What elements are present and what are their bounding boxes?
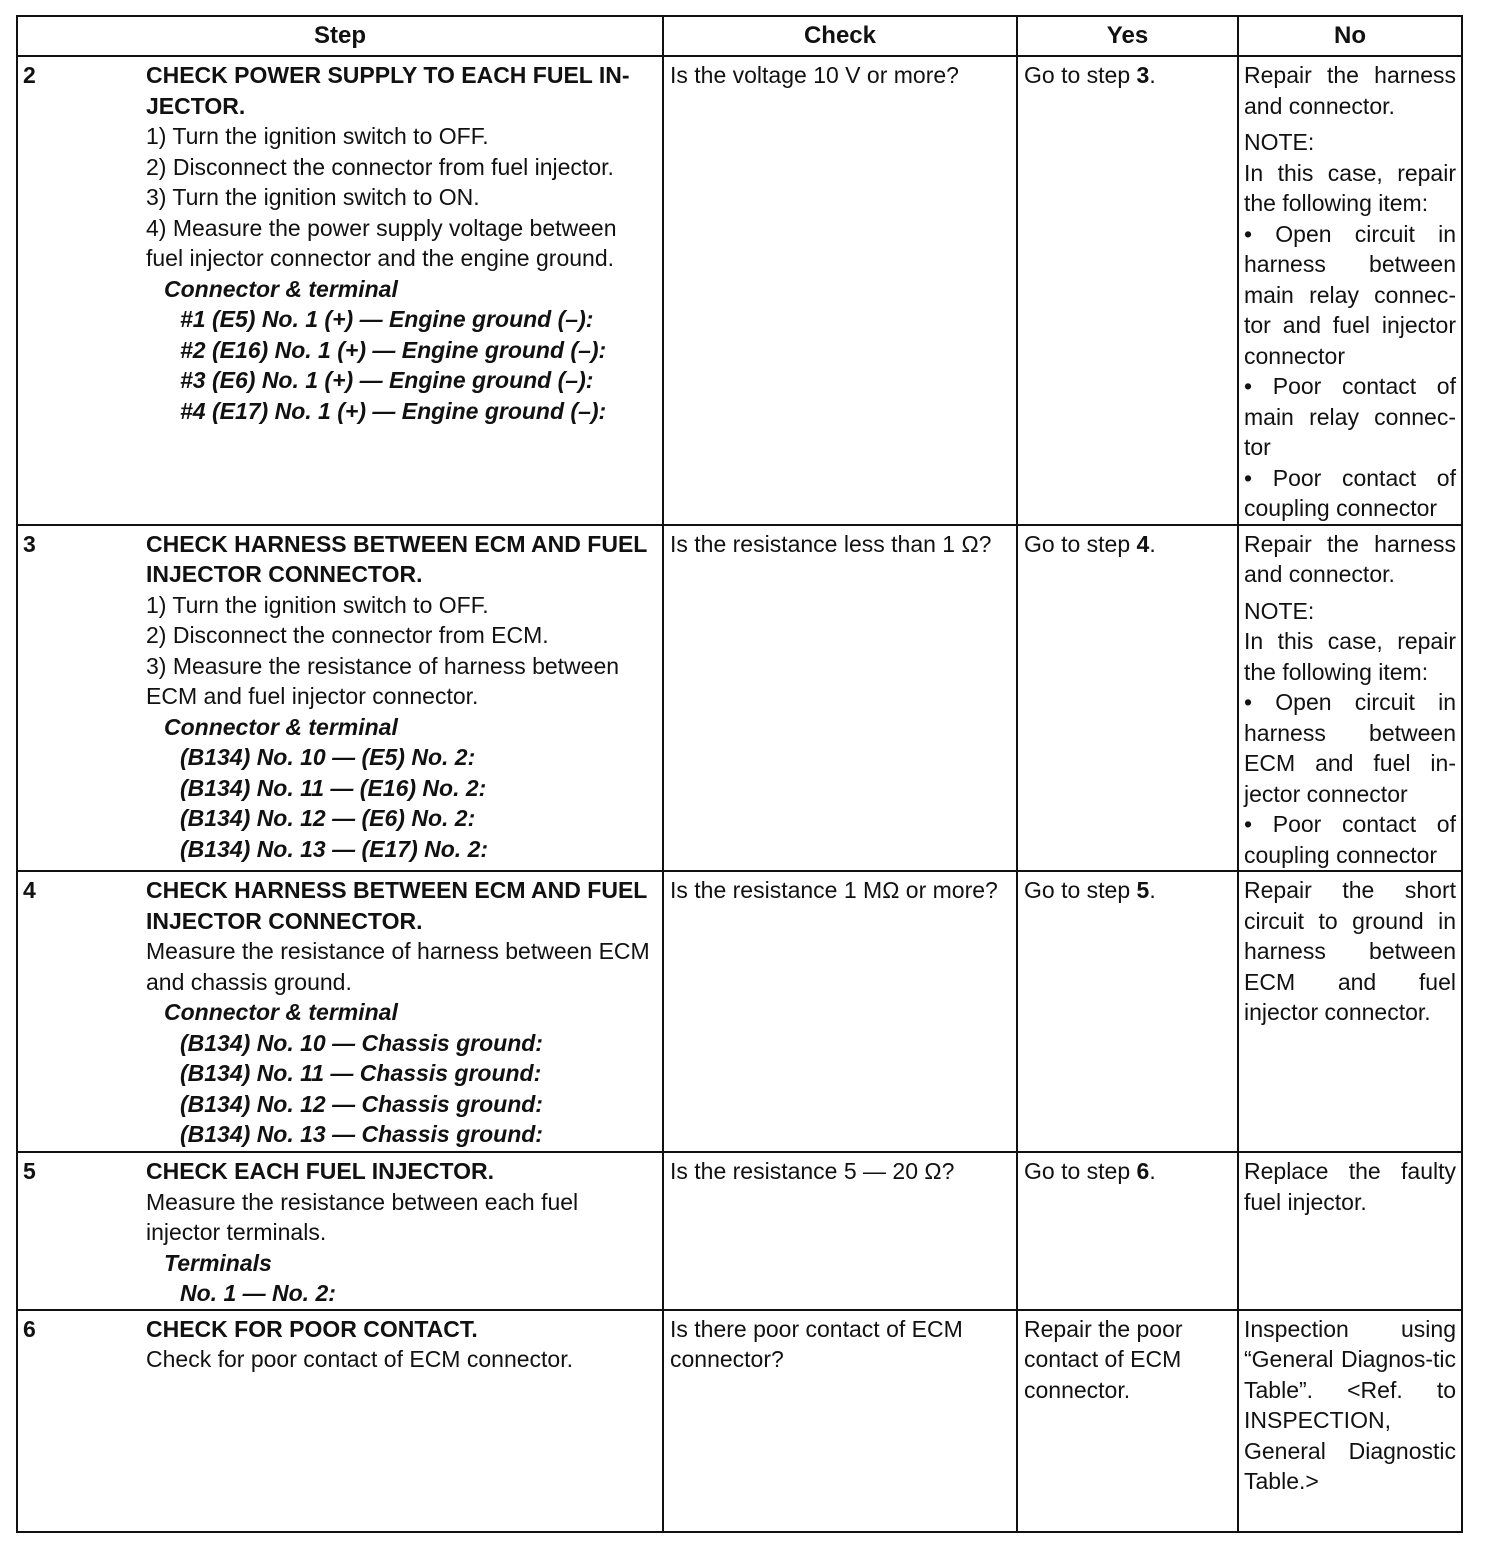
header-row [17,16,1462,56]
step-title: CHECK HARNESS BETWEEN ECM AND FUEL INJECTOR CONNECTOR. [146,877,647,934]
header-check: Check [663,16,1017,56]
header-step: Step [17,16,663,56]
terminal-item: (B134) No. 13 — (E17) No. 2: [180,835,489,862]
yes-step-ref: 3 [1136,62,1150,88]
step-instruction: Measure the resistance between each fuel injector terminals. [146,1188,579,1245]
step-instruction: 2) Disconnect the connector from fuel injector. [146,153,614,180]
check-cell: Is the resistance less than 1 Ω? [663,525,1017,872]
terminal-item: #1 (E5) No. 1 (+) — Engine ground (–): [180,306,594,332]
terminal-item: No. 1 — No. 2: [180,1280,336,1306]
terminal-item: (B134) No. 10 — Chassis ground: [180,1029,543,1056]
yes-suffix: . [1149,530,1156,557]
step-instruction: 3) Turn the ignition switch to ON. [146,184,480,210]
step-cell [17,1152,663,1310]
yes-text: Go to step [1024,62,1137,88]
sub-heading: Terminals [164,1249,272,1276]
no-line: • Poor contact of main relay connec-tor [1244,373,1456,460]
yes-suffix: . [1149,877,1156,903]
no-line: In this case, repair the following item: [1244,628,1456,685]
no-cell [1238,1152,1462,1310]
step-number: 2 [23,62,36,88]
yes-text: Repair the poor contact of ECM connector. [1024,1315,1183,1403]
step-instruction: 1) Turn the ignition switch to OFF. [146,591,489,618]
table-row [17,871,1462,1152]
yes-cell [1017,525,1238,872]
sub-heading: Connector & terminal [164,999,398,1025]
step-title: CHECK FOR POOR CONTACT. [146,1315,478,1342]
no-line: Repair the harness and connector. [1244,530,1456,587]
table-row [17,1310,1462,1532]
no-line: • Open circuit in harness between ECM and fuel in-jector connector [1244,689,1456,807]
header-no: No [1238,16,1462,56]
step-title: CHECK HARNESS BETWEEN ECM AND FUEL INJECTOR CONNECTOR. [146,530,647,587]
no-line: NOTE: [1244,129,1315,155]
table-row [17,56,1462,525]
step-instruction: Measure the resistance of harness between ECM and chassis ground. [146,938,650,995]
yes-suffix: . [1149,1158,1156,1184]
step-title: CHECK POWER SUPPLY TO EACH FUEL IN-JECTOR. [146,62,630,119]
yes-cell [1017,56,1238,525]
no-cell [1238,525,1462,872]
terminal-item: (B134) No. 12 — (E6) No. 2: [180,805,476,831]
step-instruction: 4) Measure the power supply voltage between fuel injector connector and the engine ground. [146,214,617,271]
terminal-item: (B134) No. 13 — Chassis ground: [180,1121,543,1147]
no-line: Inspection using “General Diagnos-tic Table”. <Ref. to INSPECTION, General Diagnostic Table.> [1244,1315,1456,1494]
check-cell: Is the voltage 10 V or more? [663,56,1017,525]
step-cell [17,1310,663,1532]
no-cell [1238,1310,1462,1532]
yes-suffix: . [1149,62,1156,88]
step-number: 5 [23,1158,36,1184]
step-number: 4 [23,877,36,903]
step-instruction: 2) Disconnect the connector from ECM. [146,622,549,648]
terminal-item: (B134) No. 11 — Chassis ground: [180,1060,542,1086]
no-line: • Poor contact of coupling connector [1244,464,1456,521]
no-line: Repair the short circuit to ground in harness between ECM and fuel injector connector. [1244,877,1456,1025]
terminal-item: (B134) No. 12 — Chassis ground: [180,1090,543,1117]
table-row [17,1152,1462,1310]
step-cell [17,525,663,872]
no-line: • Open circuit in harness between main relay connec-tor and fuel injector connector [1244,220,1456,369]
no-line: • Poor contact of coupling connector [1244,811,1456,868]
step-cell [17,871,663,1152]
table-row [17,525,1462,872]
check-cell: Is there poor contact of ECM connector? [663,1310,1017,1532]
check-cell: Is the resistance 1 MΩ or more? [663,871,1017,1152]
no-line: In this case, repair the following item: [1244,159,1456,216]
no-line: Repair the harness and connector. [1244,62,1456,119]
no-line: NOTE: [1244,597,1315,624]
step-cell [17,56,663,525]
yes-text: Go to step [1024,877,1137,903]
yes-text: Go to step [1024,1158,1137,1184]
no-cell [1238,871,1462,1152]
yes-step-ref: 5 [1136,877,1150,903]
terminal-item: #3 (E6) No. 1 (+) — Engine ground (–): [180,367,594,393]
terminal-item: #4 (E17) No. 1 (+) — Engine ground (–): [180,397,607,424]
yes-step-ref: 4 [1136,530,1150,557]
yes-cell [1017,1152,1238,1310]
step-instruction: 1) Turn the ignition switch to OFF. [146,123,489,149]
yes-cell [1017,871,1238,1152]
yes-text: Go to step [1024,530,1137,557]
check-cell: Is the resistance 5 — 20 Ω? [663,1152,1017,1310]
terminal-item: #2 (E16) No. 1 (+) — Engine ground (–): [180,336,607,363]
sub-heading: Connector & terminal [164,713,398,740]
diagnostic-table [16,15,1463,1533]
no-line: Replace the faulty fuel injector. [1244,1158,1456,1215]
yes-step-ref: 6 [1136,1158,1150,1184]
step-instruction: Check for poor contact of ECM connector. [146,1346,573,1372]
terminal-item: (B134) No. 11 — (E16) No. 2: [180,774,487,801]
header-yes: Yes [1017,16,1238,56]
sub-heading: Connector & terminal [164,275,398,302]
step-number: 3 [23,530,36,557]
no-cell [1238,56,1462,525]
step-title: CHECK EACH FUEL INJECTOR. [146,1158,495,1184]
step-number: 6 [23,1315,36,1342]
terminal-item: (B134) No. 10 — (E5) No. 2: [180,744,476,770]
step-instruction: 3) Measure the resistance of harness between ECM and fuel injector connector. [146,652,620,709]
yes-cell [1017,1310,1238,1532]
